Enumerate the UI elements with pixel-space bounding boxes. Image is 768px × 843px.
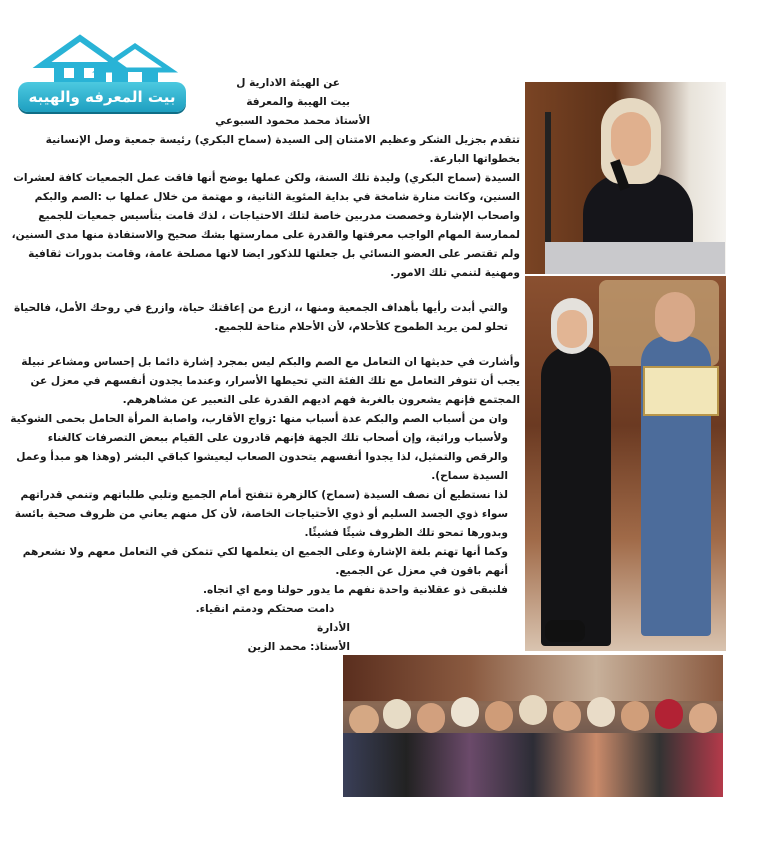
certificate-photo <box>525 276 726 651</box>
letter-paragraph: وكما أنها تهتم بلغة الإشارة وعلى الجميع ان يتعلمها لكي تتمكن في التعامل معهم ولا نشعرهم أنهم باقون في معزل عن الجميع. <box>22 546 508 577</box>
letter-author: الأستاذ محمد محمود السبوعي <box>215 115 370 127</box>
letter-signoff: الأدارة <box>317 622 350 634</box>
letter-recipient: عن الهيئة الادارية ل <box>236 77 340 89</box>
letter-paragraph: لذا نستطيع أن نصف السيدة (سماح) كالزهرة تتفتح أمام الجميع وتلبي طلباتهم وتنمي قدراتهم سواء ذوي الجسد السليم أو ذوي الأحتياجات الخاصة، لأن كل منهم يعاني من ظروف صحية بائسة وبدورها تمحو تلك الظروف شيئًا فشيئًا. <box>14 489 508 539</box>
letter-closing: دامت صحتكم ودمتم انقياء. <box>195 603 335 615</box>
group-photo <box>343 655 723 797</box>
speaker-photo <box>525 82 726 274</box>
letter-paragraph: فلنبقى ذو عقلانية واحدة نفهم ما يدور حولنا ومع اي اتجاه. <box>202 584 508 596</box>
letter-organization: بيت الهيبة والمعرفة <box>246 96 350 108</box>
letter-signature: الأستاذ: محمد الزين <box>247 641 350 653</box>
letter-paragraph: والتي أبدت رأيها بأهداف الجمعية ومنها ،، ازرع من إعاقتك حياة، وازرع في روحك الأمل، فالحياة تحلو لمن يريد الطموح كلأحلام، لأن الأحلام متاحة للجميع. <box>13 302 508 333</box>
letter-paragraph: وان من أسباب الصم والبكم عدة أسباب منها :زواج الأقارب، واصابة المرأة الحامل بحمى الشوكية ولأسباب وراثية، وإن أصحاب تلك الجهة فإنهم قادرون على القيام ببعض التصرفات كالغناء والرقص والتمثيل، لذا يجدوا أنفسهم يتحدون الصعاب ليعيشوا كباقي البشر (وهذا هو مبدأ وعمل السيدة سماح). <box>10 413 508 482</box>
letter-paragraph: السيدة (سماح البكري) وليدة تلك السنة، ولكن عملها يوضح أنها فاقت عمل الجمعيات كافة لعشرات السنين، وكانت منارة شامخة في بداية المئوية الثانية، و مهتمة من خلال عملها ب :الصم والبكم واصحاب الإشارة وخصصت مدربين خاصة لتلك الاحتياجات ، لذك قامت بتأسيس جمعيات للجميع لممارسة المهام الواجب معرفتها والقدرة على ممارستها بشك صحيح والاستفادة منها مدى السنين، ولم تقتصر على العضو النسائي بل جعلتها للذكور ايضا لانها مصلحة عامة، وقامت بدورات ثقافية ومهنية لتنمي تلك الامور. <box>11 172 520 279</box>
letter-paragraph: وأشارت في حديثها ان التعامل مع الصم والبكم ليس بمجرد إشارة دائما بل إحساس ومشاعر نبيلة يجب أن تتوفر التعامل مع تلك الفئة التي تحيطها الأسرار، وعندما يجدون أنفسهم في معزل عن المجتمع فإنهم يشعرون بالغربة فهم اديهم القدرة على التعبير عن مشاهرهم. <box>21 356 520 406</box>
appreciation-letter <box>10 74 520 657</box>
logo-text: بيت المعرفه والهيبه <box>18 82 186 112</box>
letter-paragraph: تتقدم بجزيل الشكر وعظيم الامتنان إلى السيدة (سماح البكري) رئيسة جمعية وصل الإنسانية بخطواتها البارعة. <box>45 134 520 165</box>
